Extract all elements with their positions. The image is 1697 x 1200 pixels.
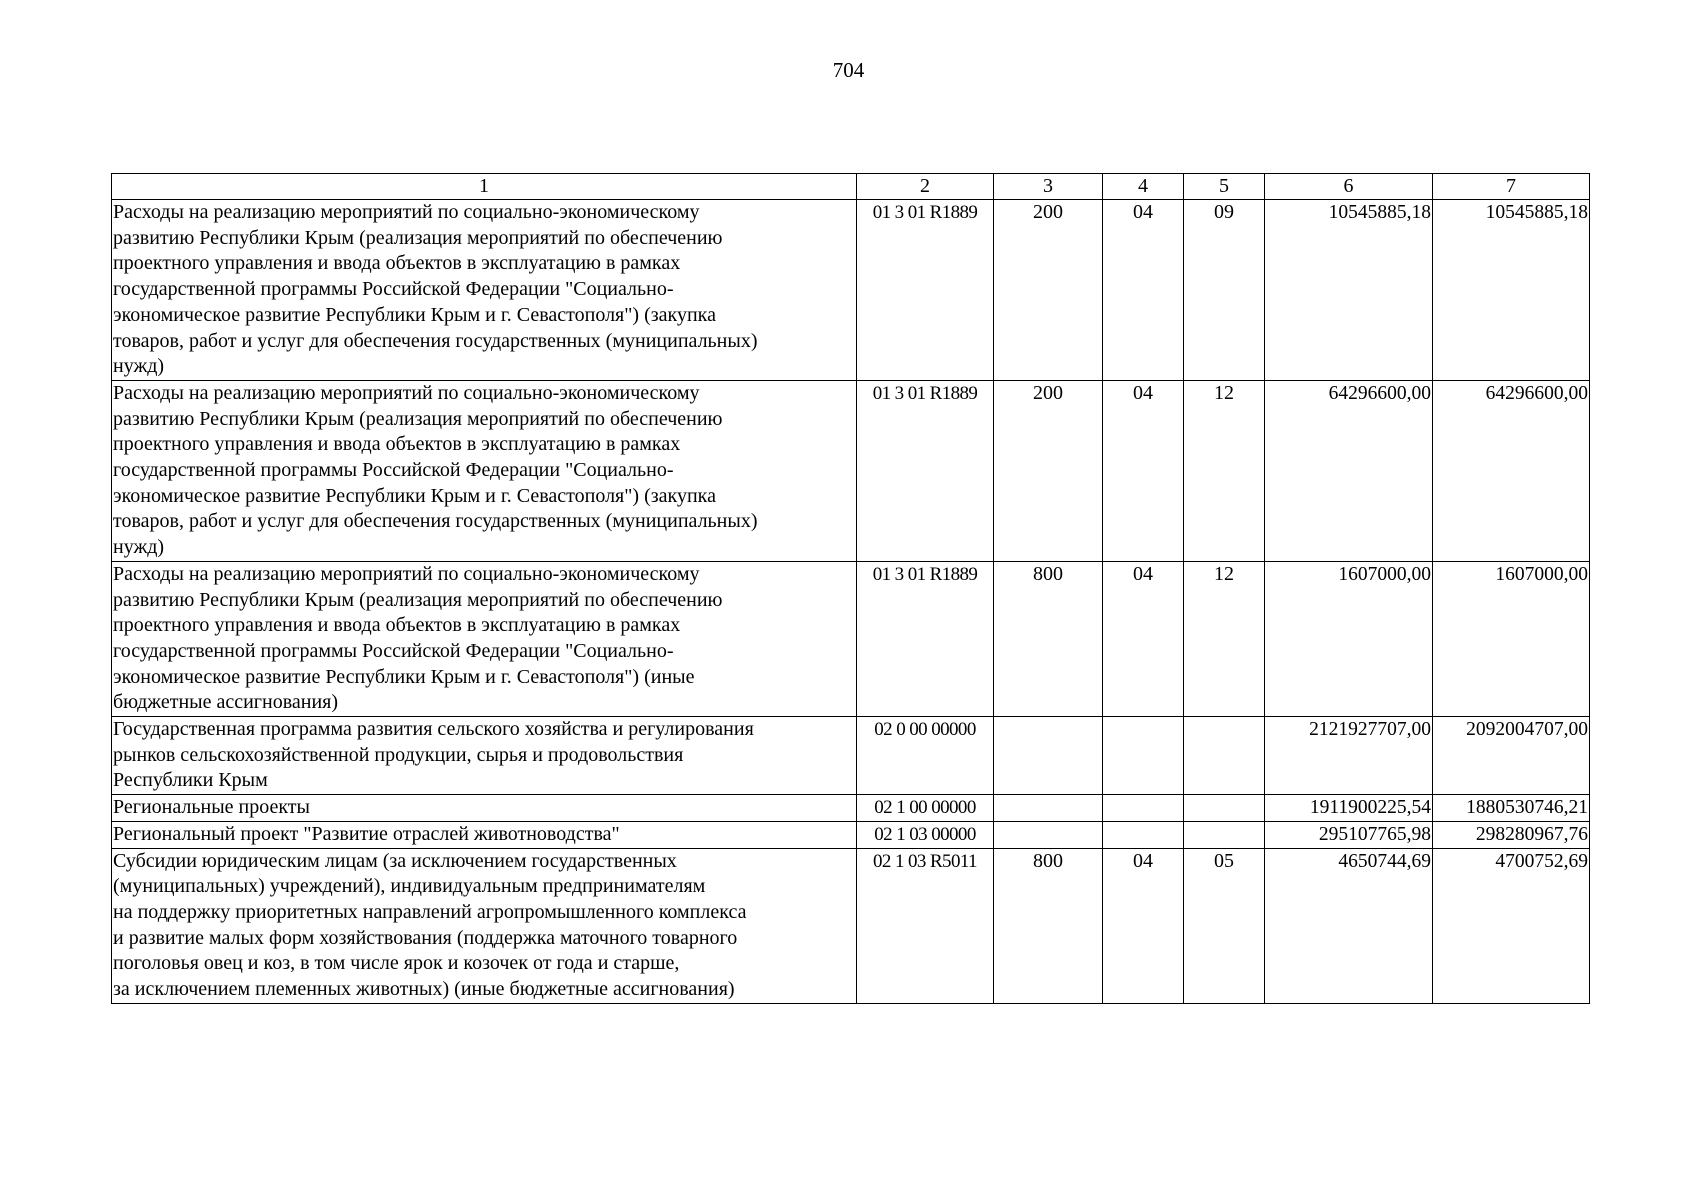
- column-header-5: 5: [1184, 174, 1265, 200]
- expense-name: Региональный проект "Развитие отраслей животноводства": [112, 821, 857, 848]
- target-article-code: 01 3 01 R1889: [857, 561, 994, 716]
- table-row: [112, 561, 1590, 716]
- table-row: [112, 717, 1590, 795]
- expense-name: Расходы на реализацию мероприятий по социально-экономическому развитию Республики Крым (реализация мероприятий по обеспечению проектного управления и ввода объектов в эксплуатацию в рамках государственной программы Российской Федерации "Социально- экономическое развитие Республики Крым и г. Севастополя") (иные бюджетные ассигнования): [112, 561, 857, 716]
- subsection-code: [1184, 795, 1265, 822]
- target-article-code: 02 1 03 R5011: [857, 848, 994, 1003]
- table-row: [112, 200, 1590, 381]
- expense-name: Региональные проекты: [112, 795, 857, 822]
- section-code: 04: [1103, 200, 1184, 381]
- expense-type-code: [994, 821, 1103, 848]
- budget-table: [111, 173, 1590, 1004]
- subsection-code: [1184, 717, 1265, 795]
- section-code: 04: [1103, 380, 1184, 561]
- amount-column-7: 298280967,76: [1433, 821, 1590, 848]
- section-code: 04: [1103, 848, 1184, 1003]
- expense-name: Расходы на реализацию мероприятий по социально-экономическому развитию Республики Крым (реализация мероприятий по обеспечению проектного управления и ввода объектов в эксплуатацию в рамках государственной программы Российской Федерации "Социально- экономическое развитие Республики Крым и г. Севастополя") (закупка товаров, работ и услуг для обеспечения государственных (муниципальных) нужд): [112, 380, 857, 561]
- subsection-code: [1184, 821, 1265, 848]
- expense-type-code: 800: [994, 561, 1103, 716]
- column-header-7: 7: [1433, 174, 1590, 200]
- column-header-3: 3: [994, 174, 1103, 200]
- amount-column-6: 10545885,18: [1265, 200, 1433, 381]
- column-header-4: 4: [1103, 174, 1184, 200]
- amount-column-7: 10545885,18: [1433, 200, 1590, 381]
- expense-type-code: 200: [994, 380, 1103, 561]
- amount-column-6: 1911900225,54: [1265, 795, 1433, 822]
- column-header-1: 1: [112, 174, 857, 200]
- amount-column-7: 1607000,00: [1433, 561, 1590, 716]
- amount-column-7: 1880530746,21: [1433, 795, 1590, 822]
- target-article-code: 02 1 00 00000: [857, 795, 994, 822]
- subsection-code: 12: [1184, 380, 1265, 561]
- table-row: [112, 821, 1590, 848]
- table-row: [112, 380, 1590, 561]
- expense-type-code: 800: [994, 848, 1103, 1003]
- header-row: [112, 174, 1590, 200]
- table-row: [112, 795, 1590, 822]
- target-article-code: 02 0 00 00000: [857, 717, 994, 795]
- table-row: [112, 848, 1590, 1003]
- amount-column-7: 2092004707,00: [1433, 717, 1590, 795]
- expense-name: Расходы на реализацию мероприятий по социально-экономическому развитию Республики Крым (реализация мероприятий по обеспечению проектного управления и ввода объектов в эксплуатацию в рамках государственной программы Российской Федерации "Социально- экономическое развитие Республики Крым и г. Севастополя") (закупка товаров, работ и услуг для обеспечения государственных (муниципальных) нужд): [112, 200, 857, 381]
- section-code: [1103, 821, 1184, 848]
- section-code: [1103, 795, 1184, 822]
- subsection-code: 05: [1184, 848, 1265, 1003]
- section-code: [1103, 717, 1184, 795]
- subsection-code: 09: [1184, 200, 1265, 381]
- expense-type-code: [994, 717, 1103, 795]
- column-header-6: 6: [1265, 174, 1433, 200]
- expense-type-code: 200: [994, 200, 1103, 381]
- target-article-code: 01 3 01 R1889: [857, 380, 994, 561]
- amount-column-7: 64296600,00: [1433, 380, 1590, 561]
- amount-column-7: 4700752,69: [1433, 848, 1590, 1003]
- amount-column-6: 1607000,00: [1265, 561, 1433, 716]
- section-code: 04: [1103, 561, 1184, 716]
- amount-column-6: 64296600,00: [1265, 380, 1433, 561]
- expense-name: Субсидии юридическим лицам (за исключением государственных (муниципальных) учреждений), индивидуальным предпринимателям на поддержку приоритетных направлений агропромышленного комплекса и развитие малых форм хозяйствования (поддержка маточного товарного поголовья овец и коз, в том числе ярок и козочек от года и старше, за исключением племенных животных) (иные бюджетные ассигнования): [112, 848, 857, 1003]
- expense-name: Государственная программа развития сельского хозяйства и регулирования рынков сельскохозяйственной продукции, сырья и продовольствия Республики Крым: [112, 717, 857, 795]
- target-article-code: 01 3 01 R1889: [857, 200, 994, 381]
- page-number: 704: [832, 58, 865, 82]
- amount-column-6: 295107765,98: [1265, 821, 1433, 848]
- expense-type-code: [994, 795, 1103, 822]
- amount-column-6: 4650744,69: [1265, 848, 1433, 1003]
- column-header-2: 2: [857, 174, 994, 200]
- subsection-code: 12: [1184, 561, 1265, 716]
- amount-column-6: 2121927707,00: [1265, 717, 1433, 795]
- target-article-code: 02 1 03 00000: [857, 821, 994, 848]
